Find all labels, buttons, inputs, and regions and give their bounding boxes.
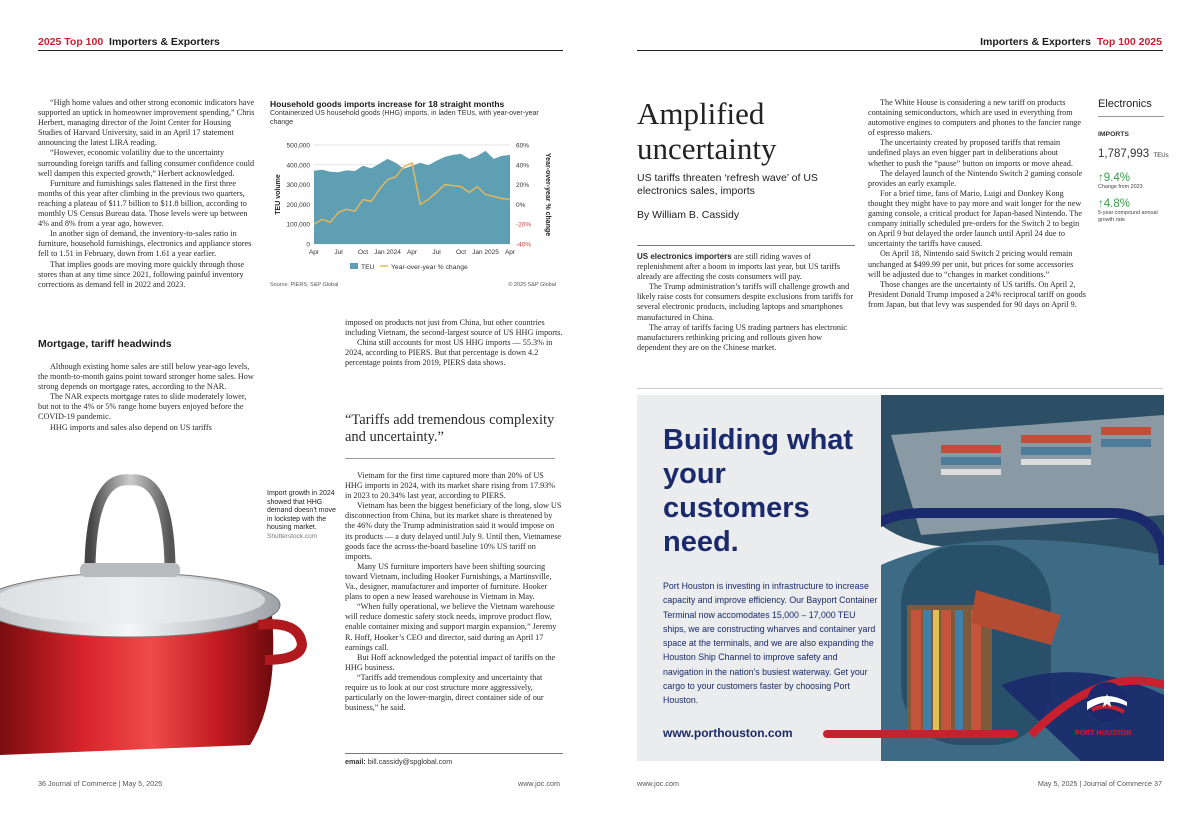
image-caption: Import growth in 2024 showed that HHG demand doesn’t move in lockstep with the housing market. Shutterstock.com [267, 490, 336, 540]
paragraph: The White House is considering a new tariff on products containing semiconductors, which are used in everything from automotive engines to computers and phones to the fancier range of espresso makers. [868, 98, 1082, 138]
paragraph: China still accounts for most US HHG imports — 55.3% in 2024, according to PIERS. But that percentage is down 4.2 percentage points from 2019, PIERS data shows. [345, 338, 553, 368]
paragraph: Many US furniture importers have been shifting sourcing toward Vietnam, including Hooker Furnishings, a Martinsville, Va., designer, manufacturer and importer of furniture. Hooker plans to open a new leased warehouse in Vietnam in May. [345, 561, 552, 602]
x-tick-label: Jul [334, 249, 343, 256]
chart-title: Household goods imports increase for 18 straight months [270, 99, 505, 109]
paragraph: The NAR expects mortgage rates to slide moderately lower, but not to the 4% or 5% range home buyers enjoyed before the COVID-19 pandemic. [38, 392, 247, 422]
paragraph: The Trump administration’s tariffs will challenge growth and likely raise costs for consumers despite exclusions from tariffs for several electronic products, including laptops and smartphones manufactured in China. [637, 282, 854, 322]
legend-teu-label: TEU [361, 264, 375, 271]
article-column-a: US electronics importers are still riding waves of replenishment after a boom in imports last year, but US tariffs already are affecting the costs consumers will pay. The Trump administration’s tariffs will challenge growth and likely raise costs for consumers despite exclusions from tariffs for several electronic products, including laptops and smartphones manufactured in China. The array of tariffs facing US trading partners has electronic manufacturers rethinking pricing and rollouts given how dependent they are on the Chinese market. [637, 252, 854, 352]
stat-2: ↑4.8% [1098, 198, 1130, 210]
paragraph: “High home values and other strong economic indicators have supported an uptick in homeowner improvement spending,” Chris Herbert, managing director of the Joint Center for Housing Studies of Harvard University, said in an April 17 statement announcing the latest LIRA reading. [38, 98, 255, 148]
chart-source: Source: PIERS, S&P Global [270, 282, 339, 288]
ad-red-bar [823, 730, 1018, 738]
chart-copyright: © 2025 S&P Global [508, 282, 556, 288]
y-right-tick-label: 20% [516, 182, 530, 190]
paragraph: imposed on products not just from China, but other countries including Vietnam, the second-largest source of US HHG imports. [345, 318, 563, 338]
y-left-tick-label: 100,000 [286, 221, 310, 229]
section-heading: Mortgage, tariff headwinds [38, 338, 172, 350]
legend-yoy-label: Year-over-year % change [391, 264, 468, 271]
y-right-tick-label: -20% [516, 221, 532, 229]
y-left-axis-label: TEU volume [275, 174, 282, 215]
paragraph: The delayed launch of the Nintendo Switch 2 gaming console provides an early example. [868, 168, 1083, 188]
paragraph: On April 18, Nintendo said Switch 2 pricing would remain unchanged at $499.99 per unit, but prices for some accessories will be adjusted due to “changes in market conditions.” [868, 249, 1074, 279]
up-arrow-icon: ↑ [1098, 198, 1104, 210]
y-left-tick-label: 500,000 [286, 142, 310, 150]
sidebar-title: Electronics [1098, 98, 1164, 117]
y-right-tick-label: 60% [516, 142, 530, 150]
paragraph: For a brief time, fans of Mario, Luigi and Donkey Kong thought they might have to pay more and wait longer for the new gaming console, a critical product for Japan-based Nintendo. The company initially scheduled pre-orders for the Switch 2 to begin on April 9 but delayed the order launch until April 24 due to uncertainty the tariffs have caused. [868, 188, 1083, 249]
paragraph: The array of tariffs facing US trading partners has electronic manufacturers rethinking pricing and rollouts given how dependent they are on the Chinese market. [637, 322, 847, 352]
x-tick-label: Oct [357, 249, 369, 256]
article-title: Amplified uncertainty [637, 96, 777, 166]
y-left-tick-label: 400,000 [286, 162, 310, 170]
chart-subtitle: Containerized US household goods (HHG) imports, in laden TEUs, with year-over-year change [270, 110, 539, 126]
column-1-text [38, 98, 256, 290]
byline-rule [637, 245, 855, 246]
pull-quote: “Tariffs add tremendous complexity and uncertainty.” [345, 412, 555, 459]
paragraph: HHG imports and sales also depend on US tariffs [50, 422, 212, 432]
ad-url[interactable]: www.porthouston.com [663, 726, 793, 740]
sidebar-label: IMPORTS [1098, 131, 1129, 138]
port-houston-ad[interactable] [637, 395, 1164, 761]
x-tick-label: Apr [406, 249, 418, 256]
paragraph: Although existing home sales are still below year-ago levels, the month-to-month gains point toward stronger home sales. How strong depends on mortgage rates, according to the NAR. [38, 362, 254, 392]
x-tick-label: Oct [455, 249, 467, 256]
paragraph: The uncertainty created by proposed tariffs that remain undefined plays an even bigger part in deliberations about whether to push the “pause” button on imports or move ahead. [868, 138, 1073, 168]
paragraph: But Hoff acknowledged the potential impact of tariffs on the HHG business. [345, 652, 556, 672]
paragraph: Furniture and furnishings sales flattened in the first three months of this year after climbing in the previous two quarters, reaching a plateau of $11.7 billion to $11.8 billion, according to monthly US Census Bureau data. Those levels were up between 4% and 8% from a year ago, however. [38, 178, 248, 229]
y-right-tick-label: 0% [516, 201, 526, 209]
article-column-b [868, 98, 1086, 310]
article-dek: US tariffs threaten ‘refresh wave’ of US electronics sales, imports [637, 172, 818, 197]
paragraph: Vietnam for the first time captured more than 20% of US HHG imports in 2024, with its market share rising from 17.93% in 2023 to 20.34% last year, according to PIERS. [345, 471, 556, 501]
right-footer-page: May 5, 2025 | Journal of Commerce 37 [1037, 779, 1162, 788]
paragraph: “When fully operational, we believe the Vietnam warehouse will reduce domestic safety stock needs, improve product flow, enable container mixing and support margin expansion,” Jeremy R. Hoff, Hooker’s CEO and director, said during an April 17 earnings call. [345, 602, 557, 652]
chart-plot [270, 129, 564, 289]
x-tick-label: Apr [504, 249, 516, 256]
stat-1: ↑9.4% [1098, 172, 1130, 184]
y-right-tick-label: -40% [516, 241, 532, 249]
ad-body: Port Houston is investing in infrastructure to increase capacity and improve efficiency. Our Bayport Container Terminal now accomodates 15,000 – 17,000 TEU ships, we are constructing wharves and container yard space at the terminals, and we are also expanding the Houston Ship Channel to improve safety and navigation in the nation’s busiest waterway. Get your cargo to your customers faster by choosing Port Houston. [663, 581, 878, 706]
paragraph: Those changes are the uncertainty of US tariffs. On April 2, President Donald Trump imposed a 24% reciprocal tariff on goods from Japan, but that levy was suspended for 90 days on April 9. [868, 279, 1086, 309]
right-footer-url[interactable]: www.joc.com [637, 779, 679, 788]
x-tick-label: Apr [308, 249, 320, 256]
paragraph: Vietnam has been the biggest beneficiary of the long, slow US disconnection from China, but its market share is threatened by the 46% duty the Trump administration said it would impose on its products — a duty delayed until July 9. Until then, Vietnamese goods face the across-the-board baseline 10% US tariff on imports. [345, 501, 562, 561]
paragraph: In another sign of demand, the inventory-to-sales ratio in furniture, household furnishings, electronics and appliance stores fell to 1.51 in February, down from 1.61 a year earlier. [38, 229, 252, 259]
column-2-text [345, 318, 563, 368]
ad-separator [637, 388, 1163, 389]
left-footer-url[interactable]: www.joc.com [518, 779, 560, 788]
column-1-bottom-text [38, 362, 256, 433]
email-rule [345, 753, 563, 754]
paragraph: That implies goods are moving more quickly through those stores than at any time since 2021, following painful inventory corrections as demand fell in 2022 and 2023. [38, 259, 245, 289]
y-right-tick-label: 40% [516, 162, 530, 170]
header-rule [38, 50, 563, 51]
chart [270, 99, 564, 289]
right-running-header: Importers & Exporters Top 100 2025 [980, 36, 1162, 48]
red-pot-image [0, 455, 330, 771]
up-arrow-icon: ↑ [1098, 172, 1104, 184]
y-left-tick-label: 300,000 [286, 182, 310, 190]
ad-headline: Building what your customers need. [663, 424, 854, 558]
left-footer-page: 36 Journal of Commerce | May 5, 2025 [38, 779, 163, 788]
ad-brand: PORT HOUSTON [1075, 730, 1132, 737]
email-link[interactable]: bill.cassidy@spglobal.com [367, 757, 453, 766]
x-tick-label: Jul [432, 249, 441, 256]
y-left-tick-label: 0 [306, 241, 310, 249]
port-houston-logo-icon [1082, 680, 1132, 728]
y-right-axis-label: Year-over-year % change [544, 152, 551, 237]
left-running-header: 2025 Top 100 Importers & Exporters [38, 36, 220, 48]
sidebar-value: 1,787,993 [1098, 148, 1150, 160]
header-rule-right [637, 50, 1163, 51]
author-email: email: bill.cassidy@spglobal.com [345, 757, 453, 766]
electronics-sidebar: Electronics IMPORTS 1,787,993 TEUs ↑9.4% Change from 2023 ↑4.8% 5-year compound annual growth rate [1098, 98, 1169, 223]
y-left-tick-label: 200,000 [286, 201, 310, 209]
legend-teu-swatch [350, 263, 358, 269]
column-2-bottom-text [345, 471, 563, 713]
paragraph: “However, economic volatility due to the uncertainty surrounding foreign tariffs and falling consumer confidence could well dampen this expected growth,” Herbert acknowledged. [38, 148, 255, 178]
byline: By William B. Cassidy [637, 209, 740, 221]
x-tick-label: Jan 2025 [472, 249, 499, 256]
x-tick-label: Jan 2024 [374, 249, 401, 256]
paragraph: “Tariffs add tremendous complexity and uncertainty that require us to look at our cost structure more aggressively, particularly on the lower-margin, direct container side of our business,” he said. [345, 672, 544, 713]
